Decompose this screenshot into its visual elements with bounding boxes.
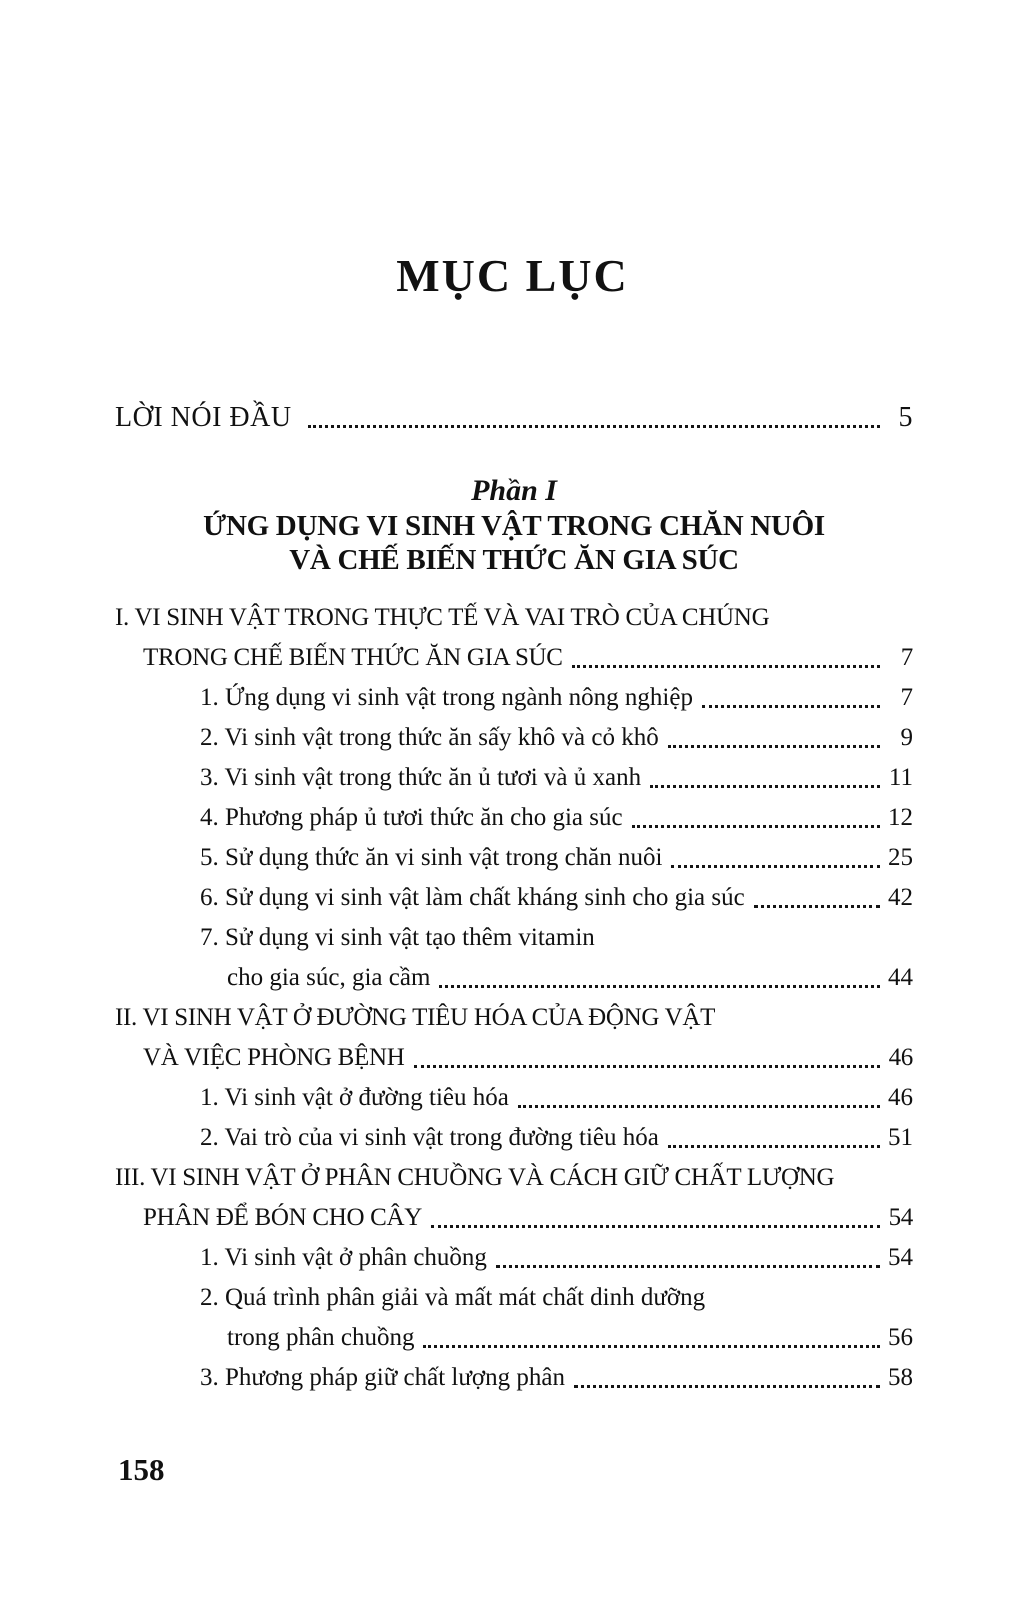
toc-entry-item (200, 797, 913, 837)
part-kicker: Phần I (471, 474, 557, 507)
page-number: 158 (118, 1452, 165, 1487)
toc-page-number: 58 (888, 1364, 913, 1391)
toc-entry-item (200, 717, 913, 757)
toc-entry-label: 6. Sử dụng vi sinh vật làm chất kháng sinh cho gia súc (200, 884, 745, 911)
toc-page-number: 9 (900, 724, 913, 751)
toc-page-number: 42 (888, 884, 913, 911)
page-title: MỤC LỤC (396, 250, 629, 301)
toc-entry-label: cho gia súc, gia cầm (227, 964, 431, 991)
toc-entry-label: VÀ VIỆC PHÒNG BỆNH (143, 1044, 405, 1071)
toc-entry-label: III. VI SINH VẬT Ở PHÂN CHUỒNG VÀ CÁCH GIỮ CHẤT LƯỢNG (115, 1164, 835, 1191)
toc-entry-item (200, 1117, 913, 1157)
toc-page-number: 46 (888, 1044, 913, 1071)
toc-entry-label: 3. Vi sinh vật trong thức ăn ủ tươi và ủ xanh (200, 764, 642, 791)
toc-entry-label: 5. Sử dụng thức ăn vi sinh vật trong chăn nuôi (200, 844, 663, 871)
toc-entry-item-cont (227, 1317, 913, 1357)
toc-page-number: 51 (888, 1124, 913, 1151)
toc-page-number: 54 (888, 1244, 913, 1271)
toc-entry-label: 4. Phương pháp ủ tươi thức ăn cho gia súc (200, 804, 623, 831)
toc-page-number: 5 (898, 402, 913, 433)
toc-entry-section-cont (143, 1037, 913, 1077)
toc-page-number: 11 (888, 764, 913, 791)
dot-leader (496, 1265, 880, 1268)
toc-entry-label: 2. Vai trò của vi sinh vật trong đường tiêu hóa (200, 1124, 659, 1151)
dot-leader (439, 985, 880, 988)
toc-page-number: 54 (888, 1204, 913, 1231)
toc-entry-label: PHÂN ĐỂ BÓN CHO CÂY (143, 1204, 423, 1231)
dot-leader (431, 1225, 880, 1228)
dot-leader (650, 785, 880, 788)
dot-leader (671, 865, 880, 868)
toc-entry-label: 2. Quá trình phân giải và mất mát chất dinh dưỡng (200, 1284, 706, 1311)
dot-leader (668, 1145, 880, 1148)
toc-entry-label: TRONG CHẾ BIẾN THỨC ĂN GIA SÚC (143, 644, 563, 671)
toc-entry-section-cont (143, 637, 913, 677)
dot-leader (754, 905, 880, 908)
toc-entry-item (200, 677, 913, 717)
toc-entry-label: II. VI SINH VẬT Ở ĐƯỜNG TIÊU HÓA CỦA ĐỘNG VẬT (115, 1004, 716, 1031)
toc-entry-item (200, 1277, 913, 1317)
dot-leader (668, 745, 880, 748)
part-title-line1: ỨNG DỤNG VI SINH VẬT TRONG CHĂN NUÔI (203, 510, 825, 542)
toc-entry-preface (115, 397, 913, 437)
toc-entry-item (200, 877, 913, 917)
toc-page-number: 7 (900, 644, 913, 671)
toc-entry-label: 2. Vi sinh vật trong thức ăn sấy khô và cỏ khô (200, 724, 659, 751)
toc-page-number: 12 (888, 804, 913, 831)
toc-entry-item (200, 757, 913, 797)
toc-entry-section (115, 997, 913, 1037)
toc-entry-label: 1. Vi sinh vật ở đường tiêu hóa (200, 1084, 509, 1111)
toc-entry-label: 1. Vi sinh vật ở phân chuồng (200, 1244, 487, 1271)
part-title-line2: VÀ CHẾ BIẾN THỨC ĂN GIA SÚC (289, 544, 739, 576)
toc-entry-label: I. VI SINH VẬT TRONG THỰC TẾ VÀ VAI TRÒ CỦA CHÚNG (115, 604, 770, 631)
toc-page-number: 7 (900, 684, 913, 711)
toc-entry-label: trong phân chuồng (227, 1324, 415, 1351)
toc-entry-item (200, 1077, 913, 1117)
toc-page-number: 44 (888, 964, 913, 991)
toc-page-number: 25 (888, 844, 913, 871)
part-heading (115, 473, 913, 577)
toc-entry-section-cont (143, 1197, 913, 1237)
dot-leader (572, 665, 880, 668)
dot-leader (414, 1065, 880, 1068)
toc-entry-label: 7. Sử dụng vi sinh vật tạo thêm vitamin (200, 924, 595, 951)
toc-entry-section (115, 1157, 913, 1197)
toc-entry-label: 3. Phương pháp giữ chất lượng phân (200, 1364, 565, 1391)
dot-leader (702, 705, 880, 708)
toc-entries (115, 597, 913, 1397)
dot-leader (308, 425, 880, 428)
toc-entry-label: LỜI NÓI ĐẦU (115, 402, 292, 433)
dot-leader (632, 825, 880, 828)
toc-entry-item (200, 1357, 913, 1397)
dot-leader (518, 1105, 880, 1108)
toc-entry-item (200, 837, 913, 877)
toc-entry-item (200, 1237, 913, 1277)
dot-leader (574, 1385, 880, 1388)
toc-entry-item-cont (227, 957, 913, 997)
table-of-contents (115, 397, 913, 1397)
toc-page-number: 46 (888, 1084, 913, 1111)
toc-entry-label: 1. Ứng dụng vi sinh vật trong ngành nông nghiệp (200, 684, 693, 711)
toc-page-number: 56 (888, 1324, 913, 1351)
toc-entry-item (200, 917, 913, 957)
toc-entry-section (115, 597, 913, 637)
dot-leader (423, 1345, 880, 1348)
